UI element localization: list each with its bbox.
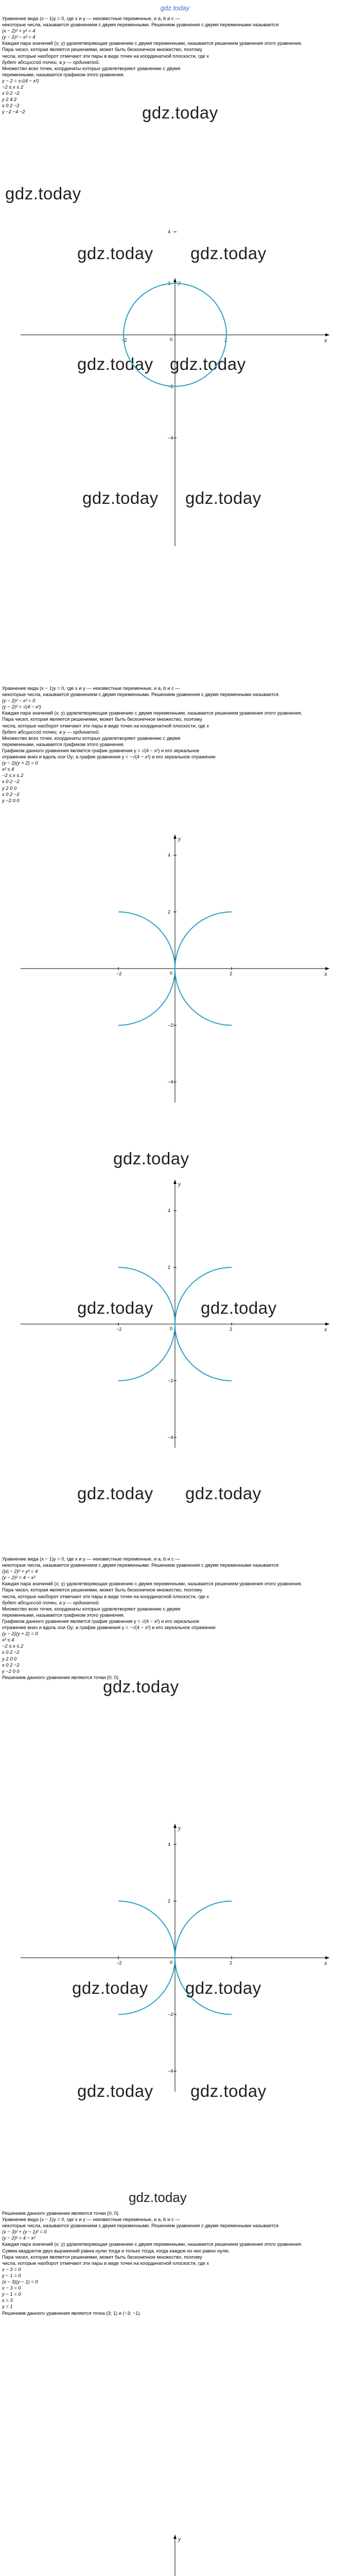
text-line: y −2 0 0 bbox=[2, 1668, 20, 1674]
graph-4 bbox=[0, 2524, 350, 2576]
y-axis-arrow bbox=[173, 1180, 177, 1184]
text-line: x 0 2 −2 bbox=[2, 1662, 20, 1668]
text-line: Множество всех точек, координаты которых удовлетворяют уравнению с двумя bbox=[2, 1605, 181, 1612]
text-line: y −2 0 0 bbox=[2, 797, 20, 803]
text-line: (y − 2)² = 4 − x² bbox=[2, 2235, 36, 2241]
text-line: −2 ≤ x ≤ 2 bbox=[2, 772, 24, 778]
text-line: (x − 3)² + (y − 1)² = 0 bbox=[2, 2229, 47, 2235]
text-line: Уравнение вида (x − 1)y = 0, где x и y — неизвестные переменные, и a, b и c — bbox=[2, 2216, 180, 2223]
y-axis-label: y bbox=[178, 1824, 181, 1832]
graph-curve bbox=[175, 969, 232, 1025]
text-line: Множество всех точек, координаты которых удовлетворяют уравнению с двумя bbox=[2, 735, 181, 741]
graph-curve bbox=[175, 912, 232, 969]
watermark: gdz.today bbox=[142, 103, 218, 122]
x-axis-label: x bbox=[324, 970, 327, 977]
y-tick-label: −4 bbox=[168, 1435, 173, 1440]
text-line: Множество всех точек, координаты которых удовлетворяют уравнению с двумя bbox=[2, 65, 181, 71]
text-line: (y − 2)(y + 2) = 0 bbox=[2, 760, 38, 766]
text-line: (|x| − 2)² + y² = 4 bbox=[2, 1568, 38, 1574]
text-line: x 0 2 −2 bbox=[2, 103, 20, 109]
x-tick-label: 2 bbox=[230, 971, 233, 976]
y-tick-label: −4 bbox=[168, 2069, 173, 2074]
graph-curve bbox=[118, 969, 175, 1025]
text-line: Пара чисел, которая является решениями, может быть бесконечное множество, поэтому bbox=[2, 2253, 202, 2260]
x-tick-label: 2 bbox=[230, 1327, 233, 1332]
x-tick-label: −2 bbox=[116, 971, 122, 976]
x-tick-label: −2 bbox=[121, 337, 127, 343]
text-line: −2 ≤ x ≤ 2 bbox=[2, 1643, 24, 1649]
text-line: y − 2 = ±√(4 − x²) bbox=[2, 77, 39, 83]
watermark: gdz.today bbox=[72, 1978, 148, 1997]
graph-curve bbox=[175, 1324, 232, 1381]
text-line: Каждая пара значений (x; y) удовлетворяющая уравнению с двумя переменными, называется решением уравнения этого уравнения. bbox=[2, 710, 303, 716]
text-line: y −2 −4 −2 bbox=[2, 109, 25, 115]
text-line: (y − 2)² = 4 − x² bbox=[2, 1574, 36, 1581]
text-line: x 0 2 −2 bbox=[2, 791, 20, 797]
watermark: gdz.today bbox=[113, 1149, 189, 1168]
x-tick-label: 2 bbox=[230, 1960, 233, 1965]
watermark: gdz.today bbox=[82, 488, 159, 507]
graph-3 bbox=[0, 1814, 350, 2102]
text-line: x 0 2 −2 bbox=[2, 90, 20, 96]
text-line: x 0 2 −2 bbox=[2, 1649, 20, 1655]
watermark: gdz.today bbox=[190, 2081, 267, 2100]
text-line: (y − 2)(y + 2) = 0 bbox=[2, 1631, 38, 1637]
y-tick-label: 4 bbox=[168, 853, 171, 858]
text-line: −2 ≤ x ≤ 2 bbox=[2, 84, 24, 90]
text-line: y 2 0 0 bbox=[2, 785, 17, 791]
y-tick-label: −2 bbox=[168, 384, 173, 389]
watermark: gdz.today bbox=[185, 1978, 261, 1997]
task-text-4 bbox=[2, 2210, 344, 2316]
y-axis-label: y bbox=[178, 1180, 181, 1188]
text-line: отражение вниз и вдоль оси Oy; а график уравнения y = −√(4 − x²) и его зеркальное отражение bbox=[2, 1624, 216, 1631]
x-axis-label: x bbox=[324, 1326, 327, 1333]
graph-curve bbox=[118, 1324, 175, 1381]
task-text-1 bbox=[2, 15, 344, 115]
y-axis-label: y bbox=[178, 2535, 181, 2543]
task-text-2 bbox=[2, 685, 344, 804]
y-axis-arrow bbox=[173, 1824, 177, 1828]
watermark: gdz.today bbox=[170, 354, 246, 374]
y-tick-label: 2 bbox=[168, 1265, 171, 1270]
text-line: x² ≤ 4 bbox=[2, 766, 14, 772]
y-tick-label: 4 bbox=[168, 1842, 171, 1847]
origin-label: 0 bbox=[170, 1326, 173, 1331]
y-tick-label: 4 bbox=[168, 1208, 171, 1213]
text-line: x² ≤ 4 bbox=[2, 1637, 14, 1643]
y-tick-label: −2 bbox=[168, 1378, 173, 1383]
y-axis-label: y bbox=[178, 835, 181, 842]
text-line: y − 1 = 0 bbox=[2, 2272, 21, 2278]
text-line: переменными, называется графиком этого уравнения. bbox=[2, 71, 125, 77]
text-line: Пара чисел, которая является решениями, может быть бесконечное множество, поэтому bbox=[2, 716, 202, 722]
y-tick-label: −2 bbox=[168, 1023, 173, 1028]
origin-label: 0 bbox=[170, 971, 173, 976]
task-text-3 bbox=[2, 1556, 344, 1681]
text-line: x = 3 bbox=[2, 2297, 13, 2303]
text-line: y 2 4 2 bbox=[2, 96, 17, 103]
text-line: некоторые числа, называется уравнением с двумя переменными. Решением уравнения с двумя переменными называется bbox=[2, 691, 279, 698]
origin-label: 0 bbox=[170, 1960, 173, 1965]
text-line: (y − 2)² − x² = 0 bbox=[2, 698, 36, 704]
text-line: y 2 0 0 bbox=[2, 1655, 17, 1662]
text-line: переменными, называется графиком этого уравнения. bbox=[2, 741, 125, 747]
text-line: Каждая пара значений (x; y) удовлетворяющая уравнению с двумя переменными, называется решением уравнения этого уравнения. bbox=[2, 2241, 303, 2247]
site-header[interactable]: gdz.today bbox=[160, 4, 190, 12]
text-line: будет абсциссой точки, a y — ординатой. bbox=[2, 59, 100, 65]
x-tick-label: −2 bbox=[116, 1327, 122, 1332]
graph-curve bbox=[118, 912, 175, 969]
watermark: gdz.today bbox=[129, 2190, 187, 2205]
text-line: x 0 2 −2 bbox=[2, 778, 20, 785]
text-line: будет абсциссой точки, a y — ординатой. bbox=[2, 728, 100, 735]
text-line: Каждая пара значений (x; y) удовлетворяющая уравнению с двумя переменными, называется решением уравнения этого уравнения. bbox=[2, 1581, 303, 1587]
y-axis-arrow bbox=[173, 278, 177, 282]
x-tick-label: 2 bbox=[224, 337, 227, 343]
text-line: числа, которые наоборот отмечают эти пары в виде точек на координатной плоскости, где x bbox=[2, 53, 209, 59]
y-axis-arrow bbox=[173, 835, 177, 839]
text-line: некоторые числа, называется уравнением с двумя переменными. Решением уравнения с двумя переменными называется bbox=[2, 2223, 279, 2229]
text-line: x − 3 = 0 bbox=[2, 2266, 21, 2272]
text-line: переменными, называется графиком этого уравнения. bbox=[2, 1612, 125, 1618]
x-axis-label: x bbox=[324, 336, 327, 344]
text-line: будет абсциссой точки, a y — ординатой. bbox=[2, 1599, 100, 1605]
text-line: Сумма квадратов двух выражений равна нулю тогда и только тогда, когда каждое из них равно нулю. bbox=[2, 2247, 230, 2253]
text-line: Решением данного уравнения является точка (3; 1) и (−3; −1). bbox=[2, 2310, 142, 2316]
watermark: gdz.today bbox=[77, 244, 153, 263]
text-line: некоторые числа, называется уравнением с двумя переменными. Решением уравнения с двумя переменными называется bbox=[2, 1562, 279, 1568]
text-line: Каждая пара значений (x; y) удовлетворяющая уравнению с двумя переменными, называется решением уравнения этого уравнения. bbox=[2, 40, 303, 46]
text-line: Графиком данного уравнения является график уравнения y = √(4 − x²) и его зеркальное bbox=[2, 747, 200, 753]
watermark: gdz.today bbox=[201, 1298, 277, 1317]
y-tick-label: 4 bbox=[168, 229, 171, 234]
y-tick-label: 2 bbox=[168, 909, 171, 914]
y-axis-arrow bbox=[173, 2535, 177, 2539]
x-tick-label: −2 bbox=[116, 1960, 122, 1965]
text-line: (x − 3)(y − 1) = 0 bbox=[2, 2279, 38, 2285]
text-line: (x − 2)² + y² = 4 bbox=[2, 28, 36, 34]
text-line: Пара чисел, которая является решениями, может быть бесконечное множество, поэтому bbox=[2, 46, 202, 53]
text-line: числа, которые наоборот отмечают эти пары в виде точек на координатной плоскости, где x bbox=[2, 722, 209, 728]
origin-label: 0 bbox=[170, 337, 173, 342]
text-line: x − 3 = 0 bbox=[2, 2285, 21, 2291]
watermark: gdz.today bbox=[77, 1484, 153, 1503]
text-line: числа, которые наоборот отмечают эти пары в виде точек на координатной плоскости, где x bbox=[2, 2260, 209, 2266]
watermark: gdz.today bbox=[190, 244, 267, 263]
text-line: Решением данного уравнения являются точки (0; 0). bbox=[2, 2210, 120, 2216]
watermark: gdz.today bbox=[103, 1677, 179, 1696]
watermark: gdz.today bbox=[185, 488, 261, 507]
text-line: Решением данного уравнения являются точки (0; 0). bbox=[2, 1674, 120, 1680]
y-tick-label: 2 bbox=[168, 1899, 171, 1904]
graph-curve bbox=[118, 1901, 175, 1958]
text-line: y − 1 = 0 bbox=[2, 2291, 21, 2297]
x-axis-label: x bbox=[324, 1959, 327, 1967]
graph-2b bbox=[0, 1170, 350, 1458]
watermark: gdz.today bbox=[77, 1298, 153, 1317]
watermark: gdz.today bbox=[5, 184, 81, 203]
watermark: gdz.today bbox=[185, 1484, 261, 1503]
text-line: Графиком данного уравнения является график уравнения y = √(4 − x²) и его зеркальное bbox=[2, 1618, 200, 1624]
text-line: Уравнение вида (x − 1)y = 0, где x и y — неизвестные переменные, и a, b и c — bbox=[2, 685, 180, 691]
y-axis-label: y bbox=[178, 279, 181, 286]
y-tick-label: −4 bbox=[168, 435, 173, 440]
text-line: y = 1 bbox=[2, 2303, 13, 2310]
text-line: (y − 2)² − x² = 4 bbox=[2, 34, 36, 40]
y-tick-label: −4 bbox=[168, 1079, 173, 1084]
text-line: некоторые числа, называется уравнением с двумя переменными. Решением уравнения с двумя переменными называется bbox=[2, 22, 279, 28]
watermark: gdz.today bbox=[77, 354, 153, 374]
watermark: gdz.today bbox=[77, 2081, 153, 2100]
y-tick-label: 2 bbox=[168, 281, 171, 286]
y-tick-label: −2 bbox=[168, 2012, 173, 2017]
text-line: Пара чисел, которая является решениями, может быть бесконечное множество, поэтому bbox=[2, 1587, 202, 1593]
text-line: (y − 2)² = √(4 − x²) bbox=[2, 704, 41, 710]
graph-2 bbox=[0, 824, 350, 1113]
text-line: Уравнение вида (x − 1)y = 0, где x и y — неизвестные переменные, и a, b и c — bbox=[2, 15, 180, 21]
text-line: числа, которые наоборот отмечают эти пары в виде точек на координатной плоскости, где x bbox=[2, 1593, 209, 1599]
graph-curve bbox=[175, 1901, 232, 1958]
text-line: отражение вниз и вдоль оси Oy; а график уравнения y = −√(4 − x²) и его зеркальное отражение bbox=[2, 754, 216, 760]
text-line: Уравнение вида (x − 1)y = 0, где x и y — неизвестные переменные, и a, b и c — bbox=[2, 1556, 180, 1562]
